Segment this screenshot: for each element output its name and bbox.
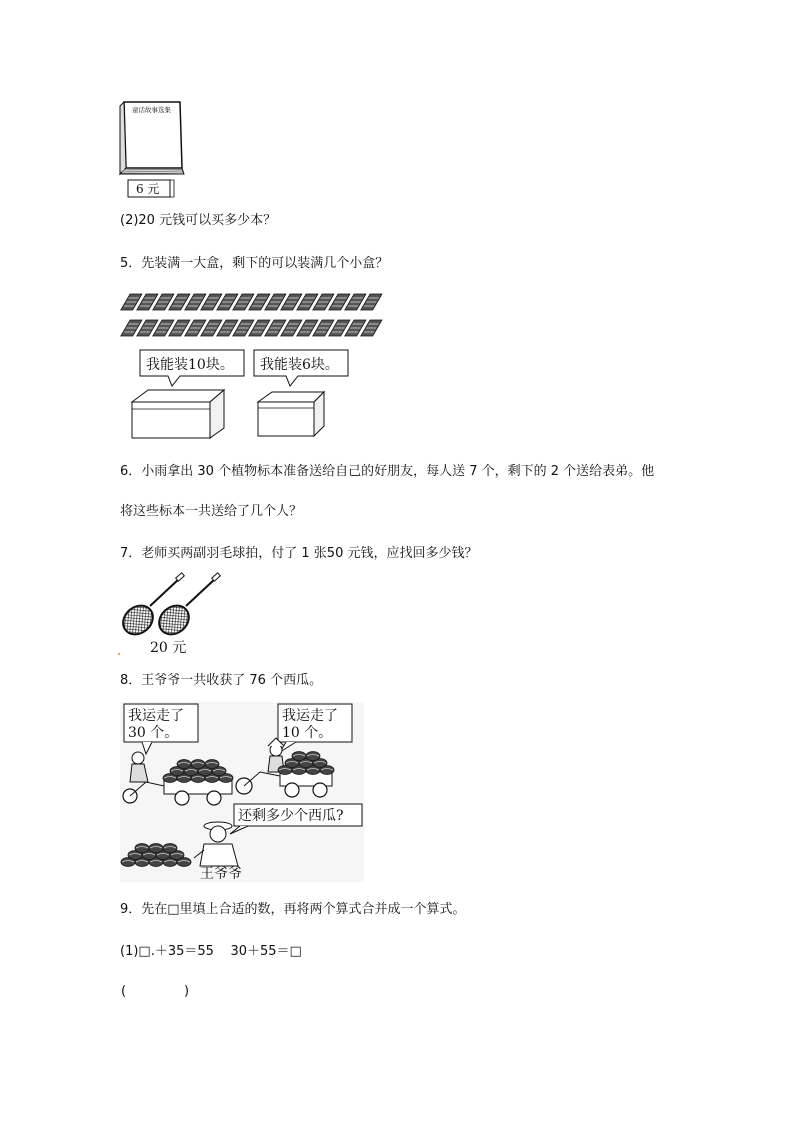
question-9: 9．先在□里填上合适的数，再将两个算式合并成一个算式。 — [120, 902, 466, 917]
watermelon-scene-illustration — [120, 702, 364, 882]
right-bubble-line-2: 10 个。 — [282, 725, 333, 741]
watermelon — [191, 760, 205, 769]
grandpa-label: 王爷爷 — [200, 866, 242, 882]
badminton-rackets-illustration — [116, 572, 228, 658]
watermelon — [177, 760, 191, 769]
right-bubble-line-1: 我运走了 — [282, 708, 338, 724]
question-8: 8．王爷爷一共收获了 76 个西瓜。 — [120, 673, 323, 688]
answer-blank[interactable] — [130, 982, 182, 1000]
rackets-price: 20 元 — [150, 640, 187, 656]
watermelon — [205, 760, 219, 769]
answer-close-paren: ) — [184, 984, 190, 999]
answer-open-paren: ( — [121, 984, 127, 999]
watermelon — [292, 752, 306, 761]
book-cover-title: 童话故事选集 — [132, 106, 171, 114]
question-7: 7．老师买两副羽毛球拍，付了 1 张50 元钱，应找回多少钱？ — [120, 546, 478, 561]
chocolate-blocks — [121, 294, 382, 336]
watermelon — [163, 844, 177, 853]
watermelon — [306, 752, 320, 761]
small-box-bubble-text: 我能装6块。 — [260, 357, 339, 373]
watermelon — [149, 844, 163, 853]
question-4-part-2: (2)20 元钱可以买多少本？ — [120, 213, 277, 228]
question-6-line-1: 6．小雨拿出 30 个植物标本准备送给自己的好朋友，每人送 7 个，剩下的 2 个送给表弟。他 — [120, 464, 655, 479]
left-bubble-line-2: 30 个。 — [128, 725, 179, 741]
big-box — [132, 390, 224, 438]
question-6-line-2: 将这些标本一共送给了几个人？ — [120, 504, 303, 519]
small-box — [258, 392, 324, 436]
left-bubble-line-1: 我运走了 — [128, 708, 184, 724]
chocolates-and-boxes-illustration — [118, 290, 386, 442]
watermelon — [135, 844, 149, 853]
big-box-bubble-text: 我能装10块。 — [146, 357, 234, 373]
question-9-part-1: (1)□.＋35＝55 30＋55＝□ — [120, 944, 302, 959]
book-illustration — [118, 98, 192, 202]
question-bubble-text: 还剩多少个西瓜? — [238, 808, 344, 824]
book-price-tag: 6 元 — [136, 182, 160, 196]
racket-right — [153, 573, 220, 640]
question-5: 5．先装满一大盒，剩下的可以装满几个小盒？ — [120, 256, 389, 271]
